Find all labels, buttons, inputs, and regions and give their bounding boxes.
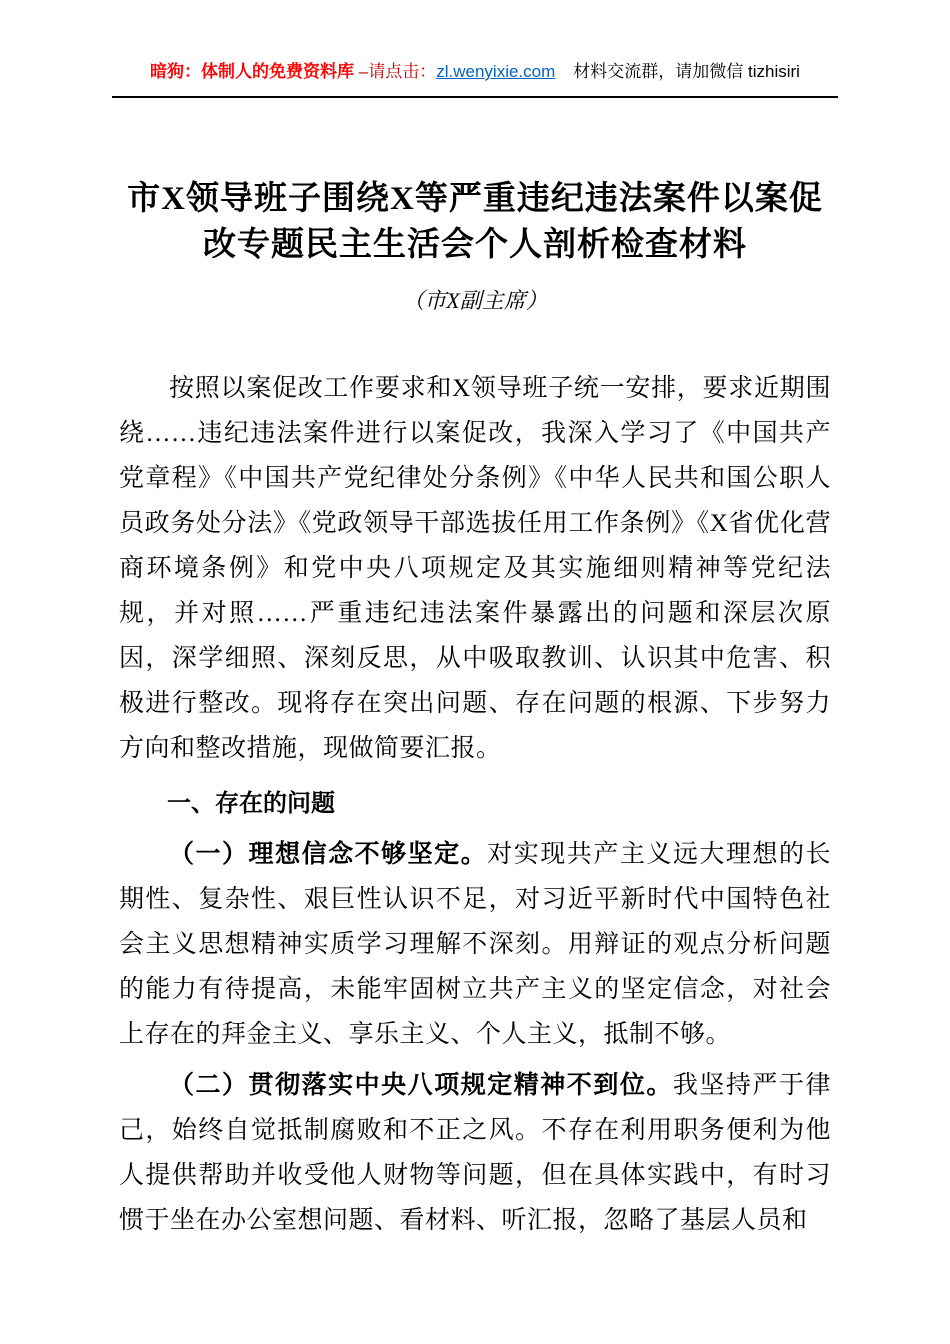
- document-title: 市X领导班子围绕X等严重违纪违法案件以案促改专题民主生活会个人剖析检查材料: [127, 181, 823, 263]
- document-content: [119, 160, 831, 1243]
- paragraph-point-2: [119, 1063, 831, 1243]
- banner-click-prompt: –请点击：: [354, 62, 437, 81]
- document-subtitle: （市X副主席）: [402, 288, 548, 313]
- banner-site-name: 暗狗：体制人的免费资料库: [150, 62, 355, 81]
- paragraph-point-1: [119, 832, 831, 1057]
- point-2-text: 我坚持严于律己，始终自觉抵制腐败和不正之风。不存在利用职务便利为他人提供帮助并收受他人财物等问题，但在具体实践中，有时习惯于坐在办公室想问题、看材料、听汇报，忽略了基层人员和: [119, 1072, 831, 1234]
- point-2-lead: （二）贯彻落实中央八项规定精神不到位。: [169, 1072, 673, 1099]
- banner-contact: 材料交流群，请加微信 tizhisiri: [573, 62, 800, 81]
- section-heading-1: 一、存在的问题: [167, 790, 335, 817]
- point-1-text: 对实现共产主义远大理想的长期性、复杂性、艰巨性认识不足，对习近平新时代中国特色社会主义思想精神实质学习理解不深刻。用辩证的观点分析问题的能力有待提高，未能牢固树立共产主义的坚定信念，对社会上存在的拜金主义、享乐主义、个人主义，抵制不够。: [119, 841, 831, 1048]
- point-1-lead: （一）理想信念不够坚定。: [169, 841, 488, 868]
- paragraph-intro: 按照以案促改工作要求和X领导班子统一安排，要求近期围绕……违纪违法案件进行以案促改，我深入学习了《中国共产党章程》《中国共产党纪律处分条例》《中华人民共和国公职人员政务处分法》《党政领导干部选拔任用工作条例》《X省优化营商环境条例》和党中央八项规定及其实施细则精神等党纪法规，并对照……严重违纪违法案件暴露出的问题和深层次原因，深学细照、深刻反思，从中吸取教训、认识其中危害、积极进行整改。现将存在突出问题、存在问题的根源、下步努力方向和整改措施，现做简要汇报。: [119, 375, 831, 762]
- banner-link[interactable]: zl.wenyixie.com: [436, 62, 556, 81]
- header-banner: [112, 60, 838, 98]
